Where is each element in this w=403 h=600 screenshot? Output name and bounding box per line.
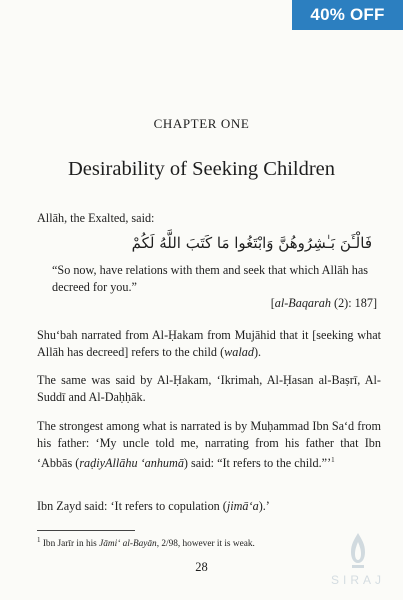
paragraph-ibn-zayd (37, 498, 381, 515)
footnote-divider (37, 530, 135, 531)
paragraph-strongest (37, 418, 381, 472)
paragraph-text: Ibn Zayd said: ‘It refers to copulation ( (37, 499, 227, 513)
siraj-watermark (323, 532, 393, 592)
page-number: 28 (195, 560, 208, 574)
intro-text: Allāh, the Exalted, said: (37, 211, 155, 225)
footnote-book-title: Jāmi‘ al-Bayān (99, 539, 157, 550)
chapter-title: Desirability of Seeking Children (67, 158, 336, 180)
arabic-verse: فَالْـَٔنَ بَـٰشِرُوهُنَّ وَابْتَغُوا مَا كَتَبَ اللَّهُ لَكُمْ (131, 234, 372, 252)
transliterated-term: jimā‘a (226, 499, 259, 513)
paragraph-text: ) said: “It refers to the child.”’ (183, 456, 332, 471)
footnote-marker: 1 (331, 456, 335, 464)
chapter-label: CHAPTER ONE (153, 116, 250, 131)
watermark-label: SIRAJ (330, 573, 385, 587)
footnote-number: 1 (37, 536, 41, 544)
paragraph-shubah (37, 327, 381, 361)
verse-citation: [al-Baqarah (2): 187] (270, 296, 377, 310)
footnote-text: , 2/98, however it is weak. (156, 539, 255, 550)
siraj-flame-logo-icon (350, 532, 366, 570)
discount-badge: 40% OFF (292, 0, 403, 30)
paragraph-text: ).’ (258, 499, 270, 513)
paragraph-text: The strongest among what is narrated is by Muḥammad Ibn Sa‘d from his father: ‘My uncle told me, narrating from his father that Ibn ‘Abbās ( (37, 419, 381, 471)
paragraph-same-said: The same was said by Al-Ḥakam, ‘Ikrimah, Al-Ḥasan al-Baṣrī, Al-Suddī and Al-Daḥḥāk. (37, 373, 381, 404)
footnote-text: Ibn Jarīr in his (40, 539, 100, 550)
verse-translation: “So now, have relations with them and seek that which Allāh has decreed for you.” (52, 263, 369, 294)
paragraph-text: ). (253, 345, 262, 359)
transliterated-term: walad (224, 345, 254, 359)
paragraph-text: Shu‘bah narrated from Al-Ḥakam from Mujāhid that it [seeking what Allāh has decreed] refers to the child ( (37, 328, 381, 359)
transliterated-term: raḍiyAllāhu ‘anhumā (79, 456, 184, 471)
citation-source: al-Baqarah (274, 296, 331, 310)
citation-reference: (2): 187] (330, 296, 377, 310)
